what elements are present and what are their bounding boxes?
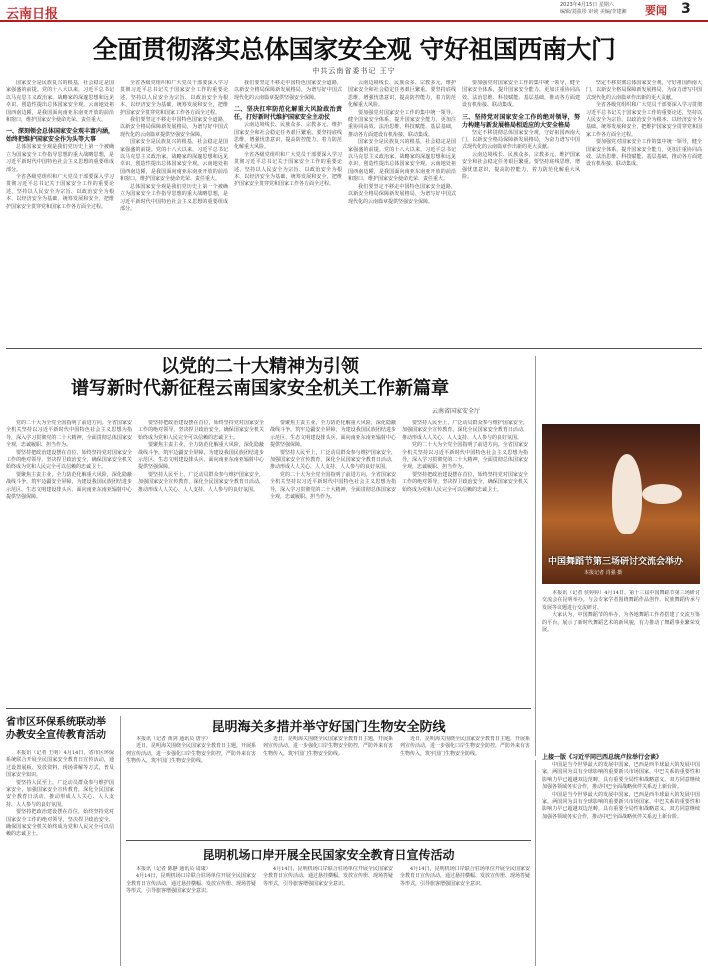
lead-paragraph: 国家安全是民族复兴的根基，社会稳定是国家强盛的前提。党的十八大以来，习近平总书记以马克思主义政治家、战略家的深邃思想和远见卓识，创造性提出总体国家安全观。云南地处祖国西南边陲，是我国面向南亚东南亚开放的前沿和窗口，维护国家安全使命光荣、责任重大。 [6,80,114,124]
brief-1-paragraph: 本报讯（记者 王明）4月14日，省市区环保系统联合开展全民国家安全教育日宣传活动，通过设置展板、发放资料、现场讲解等方式，普及国家安全知识。 [6,750,114,779]
feature-paragraph: 要聚焦主责主业，全力防范化解重大风险，深化隐蔽战线斗争，筑牢边疆安全屏障，为建设我国民族团结进步示范区、生态文明建设排头兵、面向南亚东南亚辐射中心提供坚强保障。 [6,471,132,501]
lead-paragraph: 我们要坚定不移走中国特色国家安全道路，以新安全格局保障新发展格局，为谱写好中国式现代化的云南篇章提供坚强安全保障。 [348,183,456,205]
photo-story-paragraph: 大家认为，中国舞蹈节的举办，为各地舞蹈工作者搭建了交流互鉴的平台，展示了新时代舞蹈艺术的新风貌，有力推动了舞蹈事业繁荣发展。 [542,612,700,634]
lead-paragraph: 坚定不移贯彻总体国家安全观，守好祖国西南大门，以新安全格局保障新发展格局，为奋力谱写中国式现代化的云南篇章作出新的更大贡献。 [462,129,580,151]
brief-2-column-2 [263,736,393,836]
lead-paragraph: 总体国家安全观是我们党历史上第一个被确立为国家安全工作指导思想的重大战略思想，是习近平新时代中国特色社会主义思想的重要组成部分。 [6,144,114,173]
lead-paragraph: 全省各级党组织和广大党员干部要深入学习贯彻习近平总书记关于国家安全工作的重要论述，坚持以人民安全为宗旨、以政治安全为根本、以经济安全为基础，统筹发展和安全，把维护国家安全贯穿党和国家工作各方面全过程。 [120,80,228,116]
lead-paragraph: 坚定不移贯彻总体国家安全观，守好祖国西南大门，以新安全格局保障新发展格局，为奋力谱写中国式现代化的云南篇章作出新的更大贡献。 [586,80,702,101]
feature-paragraph: 党的二十大为全党全国指明了前进方向。全省国家安全机关坚持以习近平新时代中国特色社会主义思想为指导，深入学习贯彻党的二十大精神，全面贯彻总体国家安全观，忠诚履职、担当作为。 [402,442,528,471]
brief-2-headline: 昆明海关多措并举守好国门生物安全防线 [211,720,446,735]
continuation-text [542,750,700,966]
lead-paragraph: 要加强党对国家安全工作的集中统一领导，健全国家安全体系，提升国家安全能力，更加注重协同高效、法治思维、科技赋能、基层基础，推动各方面建设有机衔接、联动集成。 [462,80,580,109]
brief-2-paragraph: 近日，昆明海关围绕全民国家安全教育日主题，开展系列宣传活动，进一步强化口岸生物安全防控，严防外来有害生物传入，筑牢国门生物安全防线。 [400,736,530,757]
masthead-info [560,2,627,16]
feature-paragraph: 要坚持把政治建设摆在首位，始终坚持党对国家安全工作的绝对领导，坚决捍卫政治安全，确保国家安全机关始终成为党和人民完全可以信赖的忠诚卫士。 [6,449,132,471]
lead-paragraph: 全省各级党组织和广大党员干部要深入学习贯彻习近平总书记关于国家安全工作的重要论述，坚持以人民安全为宗旨、以政治安全为根本、以经济安全为基础，统筹发展和安全，把维护国家安全贯穿党和国家工作各方面全过程。 [586,102,702,138]
lead-paragraph: 云南边境线长、民族众多、宗教多元，维护国家安全和社会稳定任务艰巨繁重。要坚持底线思维，增强忧患意识，提高防控能力，着力防范化解重大风险。 [234,122,342,151]
lead-paragraph: 总体国家安全观是我们党历史上第一个被确立为国家安全工作指导思想的重大战略思想，是习近平新时代中国特色社会主义思想的重要组成部分。 [120,183,228,212]
feature-paragraph: 要聚焦主责主业，全力防范化解重大风险，深化隐蔽战线斗争，筑牢边疆安全屏障，为建设我国民族团结进步示范区、生态文明建设排头兵、面向南亚东南亚辐射中心提供坚强保障。 [138,442,264,471]
column-divider [535,356,536,756]
lead-paragraph: 全省各级党组织和广大党员干部要深入学习贯彻习近平总书记关于国家安全工作的重要论述，坚持以人民安全为宗旨、以政治安全为根本、以经济安全为基础，统筹发展和安全，把维护国家安全贯穿党和国家工作各方面全过程。 [234,151,342,188]
page-number: 3 [681,1,691,17]
editor-credits: 编辑/刘盈彤 审读 美编/李建湘 [560,9,627,15]
column-divider [120,716,121,966]
lead-byline: 中共云南省委书记 王宁 [312,67,396,75]
lead-paragraph: 国家安全是民族复兴的根基，社会稳定是国家强盛的前提。党的十八大以来，习近平总书记以马克思主义政治家、战略家的深邃思想和远见卓识，创造性提出总体国家安全观。云南地处祖国西南边陲，是我国面向南亚东南亚开放的前沿和窗口，维护国家安全使命光荣、责任重大。 [348,139,456,183]
brief-3-column-3 [400,866,530,966]
continuation-title: 上接一版《习近平同巴西总统卢拉举行会谈》 [542,754,663,761]
divider [126,840,531,841]
feature-headline-line-1: 以党的二十大精神为引领 [161,356,359,377]
feature-column-1 [6,420,132,702]
feature-paragraph: 要坚持把政治建设摆在首位，始终坚持党对国家安全工作的绝对领导，坚决捍卫政治安全，确保国家安全机关始终成为党和人民完全可以信赖的忠诚卫士。 [402,471,528,493]
feature-paragraph: 要坚持人民至上，广泛动员群众参与维护国家安全，加强国家安全宣传教育，深化全民国家安全教育日活动，推动形成人人关心、人人支持、人人参与的良好氛围。 [138,471,264,493]
brief-2-paragraph: 近日，昆明海关围绕全民国家安全教育日主题，开展系列宣传活动，进一步强化口岸生物安全防控，严防外来有害生物传入，筑牢国门生物安全防线。 [126,743,256,765]
photo-story-paragraph: 本报讯（记者 侯婷婷）4月14日，第十三届中国舞蹈节第三场研讨交流会在昆明举办。与会专家学者围绕舞蹈作品创作、民族舞蹈传承与发展等议题进行交流研讨。 [542,590,700,611]
divider [6,348,702,349]
lead-column-2 [120,80,228,342]
section-label: 要闻 [645,4,667,17]
divider [6,708,531,709]
feature-column-2 [138,420,264,702]
brief-3-paragraph: 4月14日，昆明机场口岸联合驻场单位开展全民国家安全教育日宣传活动，通过悬挂横幅、发放宣传册、现场答疑等形式，引导旅客增强国家安全意识。 [263,866,393,887]
brief-2-column-3 [400,736,530,836]
column-divider [535,760,536,966]
newspaper-logo: 云南日报 [6,7,59,22]
brief-3-headline: 昆明机场口岸开展全民国家安全教育日宣传活动 [202,848,455,862]
dancer-figure [612,454,642,534]
lead-paragraph: 云南边境线长、民族众多、宗教多元，维护国家安全和社会稳定任务艰巨繁重。要坚持底线思维，增强忧患意识，提高防控能力，着力防范化解重大风险。 [462,151,580,181]
brief-3-column-2 [263,866,393,966]
photo-credit: 本报记者 肖强 摄 [584,570,623,576]
feature-column-4 [402,420,528,702]
feature-byline: 云南省国家安全厅 [431,408,480,415]
lead-column-1 [6,80,114,342]
feature-paragraph: 要坚持人民至上，广泛动员群众参与维护国家安全，加强国家安全宣传教育，深化全民国家安全教育日活动，推动形成人人关心、人人支持、人人参与的良好氛围。 [402,420,528,441]
brief-1-paragraph: 要坚持人民至上，广泛动员群众参与维护国家安全，加强国家安全宣传教育，深化全民国家安全教育日活动，推动形成人人关心、人人支持、人人参与的良好氛围。 [6,779,114,808]
brief-1-headline: 省市区环保系统联动举办教安全宣传教育活动 [6,717,106,741]
brief-3-column-1 [126,866,256,966]
lead-subheading: 二、坚决扛牢防范化解重大风险政治责任，打好新时代维护国家安全主动仗 [234,106,342,122]
brief-1-paragraph: 要坚持把政治建设摆在首位，始终坚持党对国家安全工作的绝对领导，坚决捍卫政治安全，确保国家安全机关始终成为党和人民完全可以信赖的忠诚卫士。 [6,809,114,838]
lead-paragraph: 要加强党对国家安全工作的集中统一领导，健全国家安全体系，提升国家安全能力，更加注重协同高效、法治思维、科技赋能、基层基础，推动各方面建设有机衔接、联动集成。 [586,139,702,168]
continuation-paragraph: 中国是当今世界最大的发展中国家，巴西是西半球最大的发展中国家，两国同为具有全球影响的重要新兴市场国家，中巴关系的重要性和影响力早已超越双边范畴，具有重要全局性和战略意义。双方同意继续加强各领域务实合作，推动中巴全面战略伙伴关系迈上新台阶。 [542,791,700,820]
dance-photo [542,424,700,584]
photo-caption: 中国舞蹈节第三场研讨交流会举办 [548,557,684,567]
lead-paragraph: 我们要坚定不移走中国特色国家安全道路，以新安全格局保障新发展格局，为谱写好中国式现代化的云南篇章提供坚强安全保障。 [120,117,228,138]
feature-paragraph: 党的二十大为全党全国指明了前进方向。全省国家安全机关坚持以习近平新时代中国特色社会主义思想为指导，深入学习贯彻党的二十大精神，全面贯彻总体国家安全观，忠诚履职、担当作为。 [6,420,132,449]
dancer-skirt [642,484,682,504]
lead-column-5 [462,80,580,342]
brief-2-paragraph: 近日，昆明海关围绕全民国家安全教育日主题，开展系列宣传活动，进一步强化口岸生物安全防控，严防外来有害生物传入，筑牢国门生物安全防线。 [263,736,393,757]
lead-paragraph: 全省各级党组织和广大党员干部要深入学习贯彻习近平总书记关于国家安全工作的重要论述，坚持以人民安全为宗旨、以政治安全为根本、以经济安全为基础，统筹发展和安全，把维护国家安全贯穿党和国家工作各方面全过程。 [6,174,114,210]
brief-1-text [6,750,114,968]
lead-paragraph: 国家安全是民族复兴的根基，社会稳定是国家强盛的前提。党的十八大以来，习近平总书记以马克思主义政治家、战略家的深邃思想和远见卓识，创造性提出总体国家安全观。云南地处祖国西南边陲，是我国面向南亚东南亚开放的前沿和窗口，维护国家安全使命光荣、责任重大。 [120,139,228,183]
brief-2-column-1 [126,736,256,836]
continuation-paragraph: 中国是当今世界最大的发展中国家，巴西是西半球最大的发展中国家，两国同为具有全球影响的重要新兴市场国家，中巴关系的重要性和影响力早已超越双边范畴，具有重要全局性和战略意义。双方同意继续加强各领域务实合作，推动中巴全面战略伙伴关系迈上新台阶。 [542,762,700,791]
lead-column-4 [348,80,456,342]
lead-column-6 [586,80,702,342]
masthead [0,0,708,22]
brief-3-byline: 本报讯（记者 陈静 通讯员 周康） [136,866,211,872]
feature-headline [40,356,480,400]
section-marker [645,2,695,18]
lead-headline: 全面贯彻落实总体国家安全观 守好祖国西南大门 [92,35,616,64]
lead-column-3 [234,80,342,342]
brief-3-paragraph: 4月14日，昆明机场口岸联合驻场单位开展全民国家安全教育日宣传活动，通过悬挂横幅、发放宣传册、现场答疑等形式，引导旅客增强国家安全意识。 [400,866,530,887]
feature-paragraph: 要坚持人民至上，广泛动员群众参与维护国家安全，加强国家安全宣传教育，深化全民国家安全教育日活动，推动形成人人关心、人人支持、人人参与的良好氛围。 [270,449,396,471]
lead-paragraph: 云南边境线长、民族众多、宗教多元，维护国家安全和社会稳定任务艰巨繁重。要坚持底线思维，增强忧患意识，提高防控能力，着力防范化解重大风险。 [348,80,456,109]
feature-paragraph: 要聚焦主责主业，全力防范化解重大风险，深化隐蔽战线斗争，筑牢边疆安全屏障，为建设我国民族团结进步示范区、生态文明建设排头兵、面向南亚东南亚辐射中心提供坚强保障。 [270,420,396,449]
lead-subheading: 一、深刻领会总体国家安全观丰富内涵，始终把维护国家安全作为头等大事 [6,128,114,144]
feature-paragraph: 党的二十大为全党全国指明了前进方向。全省国家安全机关坚持以习近平新时代中国特色社会主义思想为指导，深入学习贯彻党的二十大精神，全面贯彻总体国家安全观，忠诚履职、担当作为。 [270,471,396,501]
lead-paragraph: 要加强党对国家安全工作的集中统一领导，健全国家安全体系，提升国家安全能力，更加注重协同高效、法治思维、科技赋能、基层基础，推动各方面建设有机衔接、联动集成。 [348,109,456,138]
issue-date: 2023年4月15日 星期六 [560,2,614,8]
brief-2-byline: 本报讯（记者 黄剑 通讯员 唐宇） [136,736,211,742]
photo-story-text [542,590,700,740]
feature-headline-line-2: 谱写新时代新征程云南国家安全机关工作新篇章 [71,378,449,399]
feature-paragraph: 要坚持把政治建设摆在首位，始终坚持党对国家安全工作的绝对领导，坚决捍卫政治安全，确保国家安全机关始终成为党和人民完全可以信赖的忠诚卫士。 [138,420,264,441]
feature-column-3 [270,420,396,702]
lead-subheading: 三、坚持党对国家安全工作的绝对领导，努力构建与新发展格局相适应的大安全格局 [462,113,580,129]
brief-3-paragraph: 4月14日，昆明机场口岸联合驻场单位开展全民国家安全教育日宣传活动，通过悬挂横幅、发放宣传册、现场答疑等形式，引导旅客增强国家安全意识。 [126,873,256,895]
lead-paragraph: 我们要坚定不移走中国特色国家安全道路，以新安全格局保障新发展格局，为谱写好中国式现代化的云南篇章提供坚强安全保障。 [234,80,342,101]
